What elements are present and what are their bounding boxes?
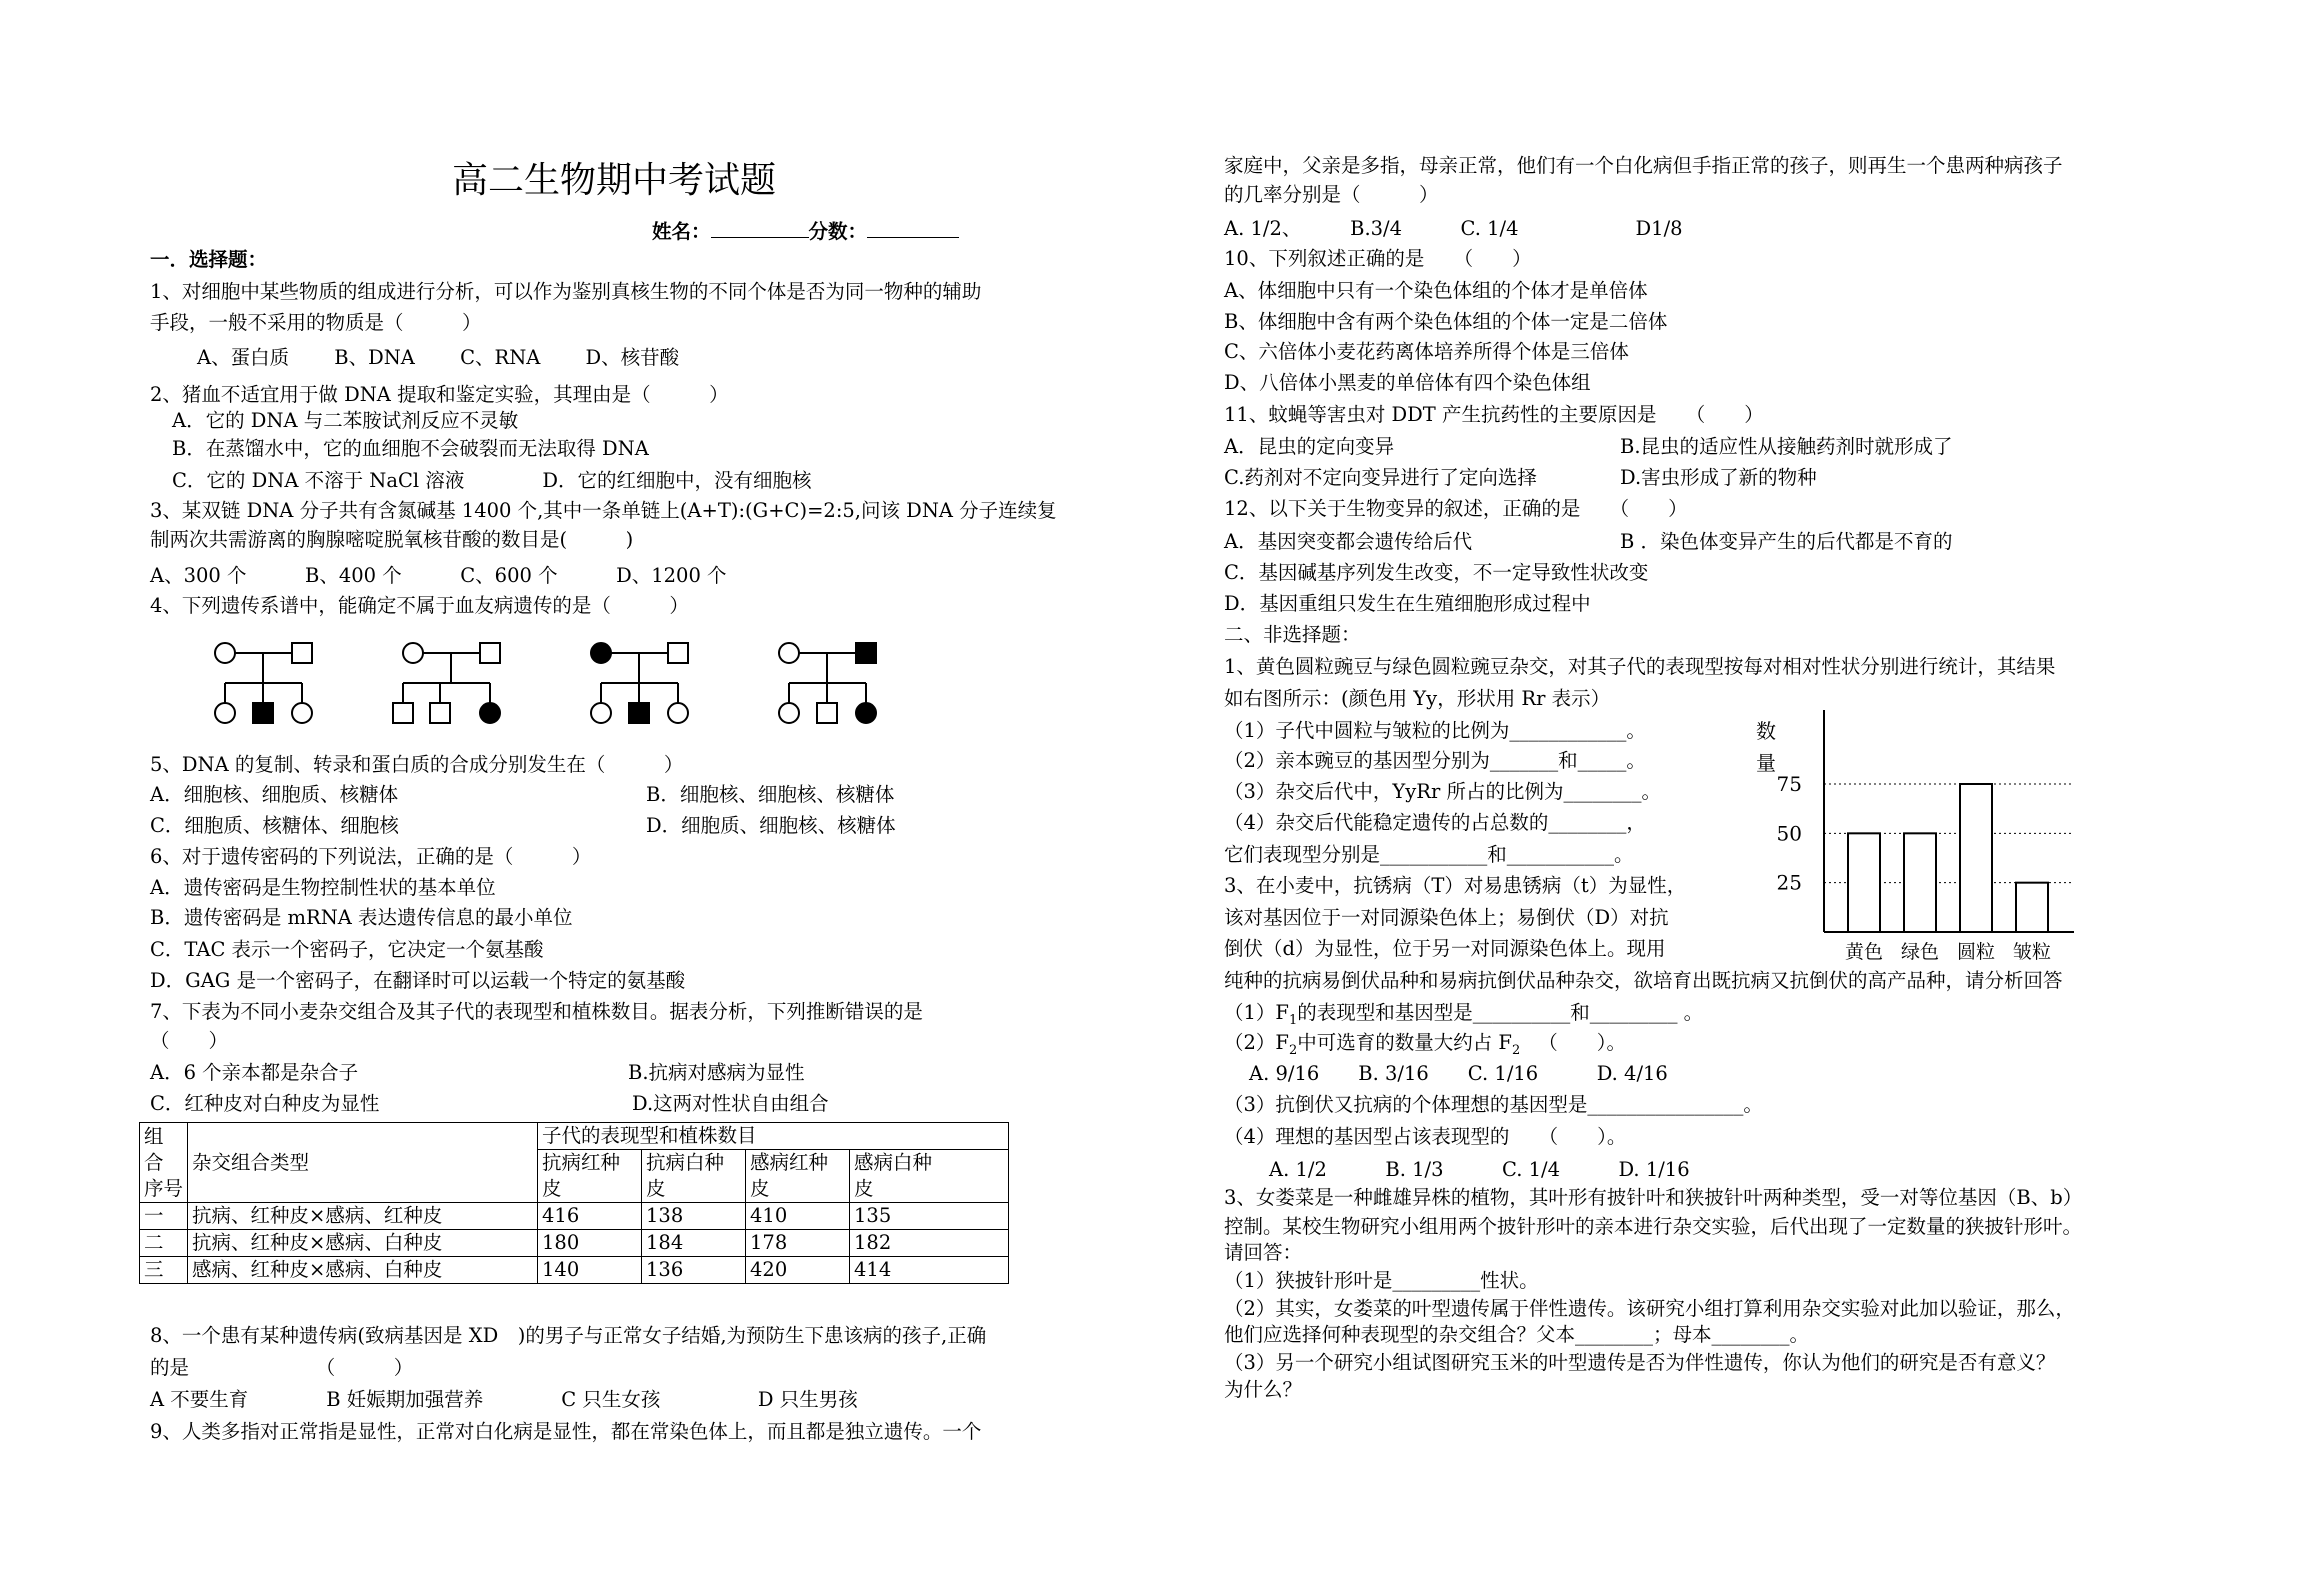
score-blank[interactable] (867, 219, 959, 238)
nq1-sub4: （4）杂交后代能稳定遗传的占总数的________， (1224, 811, 1646, 834)
table-header-offspring: 子代的表现型和植株数目 (538, 1123, 1009, 1150)
nq4-line3: 请回答： (1224, 1241, 1303, 1264)
q2-line1: 2、猪血不适宜用于做 DNA 提取和鉴定实验，其理由是（ ） (150, 383, 729, 406)
pedigree-c-daughter (591, 703, 611, 723)
pedigree-b-son (393, 703, 413, 723)
q12-option-a: A．基因突变都会遗传给后代 (1224, 530, 1473, 553)
nq3-line3: 倒伏（d）为显性，位于另一对同源染色体上。现用 (1224, 937, 1666, 960)
nq1-sub3: （3）杂交后代中，YyRr 所占的比例为________。 (1224, 780, 1661, 803)
chart-bar-3 (2016, 883, 2048, 932)
q11-option-d: D.害虫形成了新的物种 (1620, 466, 1817, 489)
nq4-sub1: （1）狭披针形叶是_________性状。 (1224, 1269, 1539, 1292)
chart-category-label-3: 皱粒 (2012, 941, 2052, 963)
pedigree-c-affected-son (629, 703, 649, 723)
pedigree-d-mother (779, 643, 799, 663)
nq1-line2: 如右图所示：(颜色用 Yy，形状用 Rr 表示） (1224, 687, 1611, 710)
table-cell: 三 (140, 1257, 188, 1284)
chart-ytick-label-0: 25 (1776, 870, 1802, 895)
table-cell: 410 (746, 1203, 850, 1230)
q3-options: A、300 个 B、400 个 C、600 个 D、1200 个 (150, 564, 727, 587)
score-label: 分数： (808, 220, 868, 243)
q8-line1: 8、一个患有某种遗传病(致病基因是 XD )的男子与正常女子结婚,为预防生下患该病的孩子,正确 (150, 1324, 987, 1347)
q11-option-b: B.昆虫的适应性从接触药剂时就形成了 (1620, 435, 1953, 458)
pedigree-a-daughter-2 (292, 703, 312, 723)
f2-subscript: 2 (1288, 1042, 1298, 1058)
table-cell: 135 (850, 1203, 1009, 1230)
table-row (140, 1257, 1009, 1284)
q1-line2: 手段，一般不采用的物质是（ ） (150, 311, 482, 334)
q7-line2: （ ） (150, 1029, 229, 1052)
nq3-sub4-options: A. 1/2 B. 1/3 C. 1/4 D. 1/16 (1269, 1158, 1690, 1181)
nq3-sub1-text: 的表现型和基因型是__________和_________ 。 (1297, 1001, 1704, 1024)
table-cell: 140 (538, 1257, 642, 1284)
q1-options: A、蛋白质 B、DNA C、RNA D、核苷酸 (197, 346, 680, 369)
nq3-sub2-text: 中可选育的数量大约占 F (1297, 1031, 1512, 1054)
chart-category-label-1: 绿色 (1900, 941, 1940, 963)
q7-line1: 7、下表为不同小麦杂交组合及其子代的表现型和植株数目。据表分析，下列推断错误的是 (150, 1000, 923, 1023)
q5-option-a: A．细胞核、细胞质、核糖体 (150, 783, 399, 806)
q11-line1: 11、蚊蝇等害虫对 DDT 产生抗药性的主要原因是 （ ） (1224, 403, 1764, 426)
table-header-type: 杂交组合类型 (188, 1123, 538, 1203)
pedigree-c-affected-mother (591, 643, 611, 663)
table-cell: 180 (538, 1230, 642, 1257)
q2-option-cd: C．它的 DNA 不溶于 NaCl 溶液 D．它的红细胞中，没有细胞核 (172, 469, 812, 492)
q12-option-c: C．基因碱基序列发生改变，不一定导致性状改变 (1224, 561, 1649, 584)
nq3-sub2-paren: （ ）。 (1538, 1031, 1626, 1054)
q6-option-b: B．遗传密码是 mRNA 表达遗传信息的最小单位 (150, 906, 573, 929)
table-cell: 感病、红种皮×感病、白种皮 (188, 1257, 538, 1284)
nq3-line4: 纯种的抗病易倒伏品种和易病抗倒伏品种杂交，欲培育出既抗病又抗倒伏的高产品种，请分析回答 (1224, 969, 2063, 992)
q10-option-c: C、六倍体小麦花药离体培养所得个体是三倍体 (1224, 340, 1629, 363)
cross-results-table (139, 1122, 1009, 1284)
nq4-line2: 控制。某校生物研究小组用两个披针形叶的亲本进行杂交实验，后代出现了一定数量的狭披针形叶。 (1224, 1215, 2083, 1238)
pedigree-b-father (480, 643, 500, 663)
nq1-sub1: （1）子代中圆粒与皱粒的比例为____________。 (1224, 719, 1646, 742)
q5-line1: 5、DNA 的复制、转录和蛋白质的合成分别发生在（ ） (150, 753, 684, 776)
pedigree-a-father (292, 643, 312, 663)
phenotype-bar-chart (1744, 700, 2084, 963)
page-title: 高二生物期中考试题 (452, 160, 777, 201)
chart-bar-0 (1848, 833, 1880, 932)
pedigree-d-affected-father (856, 643, 876, 663)
table-col-0: 抗病红种 皮 (538, 1150, 642, 1203)
table-cell: 182 (850, 1230, 1009, 1257)
chart-bar-2 (1960, 784, 1992, 932)
q5-option-c: C．细胞质、核糖体、细胞核 (150, 814, 399, 837)
chart-category-label-2: 圆粒 (1956, 941, 1996, 963)
nq3-sub4: （4）理想的基因型占该表现型的 （ ）。 (1224, 1125, 1627, 1148)
section-1-heading: 一．选择题： (150, 248, 268, 271)
f2-subscript-2: 2 (1511, 1042, 1521, 1058)
q11-option-a: A．昆虫的定向变异 (1224, 435, 1395, 458)
q12-option-b: B ．染色体变异产生的后代都是不育的 (1620, 530, 1953, 553)
table-cell: 一 (140, 1203, 188, 1230)
q8-line2: 的是 （ ） (150, 1356, 414, 1379)
q10-option-d: D、八倍体小黑麦的单倍体有四个染色体组 (1224, 371, 1591, 394)
chart-ylabel-char-1: 数 (1756, 719, 1776, 743)
pedigree-b-son-2 (430, 703, 450, 723)
q3-line1: 3、某双链 DNA 分子共有含氮碱基 1400 个,其中一条单链上(A+T):(G+C)=2:5,问该 DNA 分子连续复 (150, 499, 1057, 522)
q7-option-b: B.抗病对感病为显性 (628, 1061, 805, 1084)
q7-option-d: D.这两对性状自由组合 (632, 1092, 829, 1115)
pedigree-c-father (668, 643, 688, 663)
q9-line1: 9、人类多指对正常指是显性，正常对白化病是显性，都在常染色体上，而且都是独立遗传。一个 (150, 1420, 982, 1443)
name-blank[interactable] (711, 219, 809, 238)
q6-option-d: D．GAG 是一个密码子，在翻译时可以运载一个特定的氨基酸 (150, 969, 686, 992)
q6-option-a: A．遗传密码是生物控制性状的基本单位 (150, 876, 496, 899)
nq3-line1: 3、在小麦中，抗锈病（T）对易患锈病（t）为显性， (1224, 874, 1687, 897)
pedigree-c (591, 643, 688, 723)
q6-option-c: C．TAC 表示一个密码子，它决定一个氨基酸 (150, 938, 544, 961)
nq4-sub3-line1: （3）另一个研究小组试图研究玉米的叶型遗传是否为伴性遗传，你认为他们的研究是否有意义？ (1224, 1351, 2056, 1374)
table-cell: 416 (538, 1203, 642, 1230)
pedigree-diagrams (200, 638, 940, 738)
q7-option-a: A．6 个亲本都是杂合子 (150, 1061, 359, 1084)
table-cell: 414 (850, 1257, 1009, 1284)
table-cell: 二 (140, 1230, 188, 1257)
table-row (140, 1203, 1009, 1230)
q5-option-b: B．细胞核、细胞核、核糖体 (646, 783, 895, 806)
pedigree-b-mother (403, 643, 423, 663)
nq1-sub5: 它们表现型分别是___________和___________。 (1224, 843, 1634, 866)
table-cell: 136 (642, 1257, 746, 1284)
table-cell: 抗病、红种皮×感病、白种皮 (188, 1230, 538, 1257)
table-cell: 抗病、红种皮×感病、红种皮 (188, 1203, 538, 1230)
pedigree-d-daughter (779, 703, 799, 723)
q2-option-b: B．在蒸馏水中，它的血细胞不会破裂而无法取得 DNA (172, 437, 649, 460)
section-2-heading: 二、非选择题： (1224, 623, 1361, 646)
pedigree-b (393, 643, 500, 723)
nq3-sub2-options: A. 9/16 B. 3/16 C. 1/16 D. 4/16 (1249, 1062, 1668, 1085)
name-score-line (652, 219, 959, 245)
nq3-sub1-prefix: （1）F (1224, 1001, 1289, 1024)
chart-ytick-label-2: 75 (1776, 772, 1802, 796)
pedigree-a-affected-son (253, 703, 273, 723)
q4-line1: 4、下列遗传系谱中，能确定不属于血友病遗传的是（ ） (150, 594, 689, 617)
chart-ytick-label-1: 50 (1776, 821, 1802, 846)
nq3-line2: 该对基因位于一对同源染色体上；易倒伏（D）对抗 (1224, 906, 1669, 929)
nq3-sub3: （3）抗倒伏又抗病的个体理想的基因型是________________。 (1224, 1093, 1763, 1116)
q10-line1: 10、下列叙述正确的是 （ ） (1224, 247, 1532, 270)
q1-line1: 1、对细胞中某些物质的组成进行分析，可以作为鉴别真核生物的不同个体是否为同一物种的辅助 (150, 280, 982, 303)
q9-line3: 的几率分别是（ ） (1224, 183, 1439, 206)
table-header-row (140, 1123, 1009, 1150)
q2-option-a: A．它的 DNA 与二苯胺试剂反应不灵敏 (172, 409, 519, 432)
nq3-sub2-prefix: （2）F (1224, 1031, 1289, 1054)
pedigree-c-daughter-2 (668, 703, 688, 723)
table-cell: 420 (746, 1257, 850, 1284)
q12-line1: 12、以下关于生物变异的叙述，正确的是 （ ） (1224, 497, 1688, 520)
nq3-sub2 (1224, 1030, 1626, 1056)
table-header-group: 组 合 序号 (140, 1123, 188, 1203)
nq4-sub3-line2: 为什么？ (1224, 1378, 1303, 1401)
pedigree-a (215, 643, 312, 723)
q3-line2: 制两次共需游离的胸腺嘧啶脱氧核苷酸的数目是( ) (150, 528, 634, 551)
pedigree-d (779, 643, 876, 723)
nq4-sub2-line1: （2）其实，女娄菜的叶型遗传属于伴性遗传。该研究小组打算利用杂交实验对此加以验证，那么， (1224, 1297, 2075, 1320)
nq4-line1: 3、女娄菜是一种雌雄异株的植物，其叶形有披针叶和狭披针叶两种类型，受一对等位基因（B、b） (1224, 1186, 2083, 1209)
q10-option-b: B、体细胞中含有两个染色体组的个体一定是二倍体 (1224, 310, 1668, 333)
nq3-sub1 (1224, 1000, 1703, 1026)
q8-options: A 不要生育 B 妊娠期加强营养 C 只生女孩 D 只生男孩 (150, 1388, 858, 1411)
q9-line2: 家庭中，父亲是多指，母亲正常，他们有一个白化病但手指正常的孩子，则再生一个患两种病孩子 (1224, 154, 2063, 177)
pedigree-d-affected-daughter (856, 703, 876, 723)
table-row (140, 1230, 1009, 1257)
pedigree-a-mother (215, 643, 235, 663)
q10-option-a: A、体细胞中只有一个染色体组的个体才是单倍体 (1224, 279, 1648, 302)
pedigree-d-son (817, 703, 837, 723)
chart-bar-1 (1904, 833, 1936, 932)
table-cell: 178 (746, 1230, 850, 1257)
q12-option-d: D．基因重组只发生在生殖细胞形成过程中 (1224, 592, 1591, 615)
q6-line1: 6、对于遗传密码的下列说法，正确的是（ ） (150, 845, 592, 868)
chart-category-label-0: 黄色 (1844, 941, 1884, 963)
nq1-line1: 1、黄色圆粒豌豆与绿色圆粒豌豆杂交，对其子代的表现型按每对相对性状分别进行统计，其结果 (1224, 655, 2056, 678)
table-cell: 184 (642, 1230, 746, 1257)
f1-subscript: 1 (1288, 1012, 1298, 1028)
nq1-sub2: （2）亲本豌豆的基因型分别为_______和_____。 (1224, 749, 1646, 772)
pedigree-b-affected-daughter (480, 703, 500, 723)
chart-ylabel-char-2: 量 (1756, 751, 1776, 775)
q11-option-c: C.药剂对不定向变异进行了定向选择 (1224, 466, 1537, 489)
q5-option-d: D．细胞质、细胞核、核糖体 (646, 814, 896, 837)
pedigree-a-daughter (215, 703, 235, 723)
table-cell: 138 (642, 1203, 746, 1230)
name-label: 姓名： (652, 220, 711, 243)
table-col-2: 感病红种 皮 (746, 1150, 850, 1203)
nq4-sub2-line2: 他们应选择何种表现型的杂交组合？父本________；母本________。 (1224, 1323, 1810, 1346)
q9-options: A. 1/2、 B.3/4 C. 1/4 D1/8 (1224, 217, 1683, 240)
table-col-1: 抗病白种 皮 (642, 1150, 746, 1203)
table-col-3: 感病白种 皮 (850, 1150, 1009, 1203)
q7-option-c: C．红种皮对白种皮为显性 (150, 1092, 380, 1115)
